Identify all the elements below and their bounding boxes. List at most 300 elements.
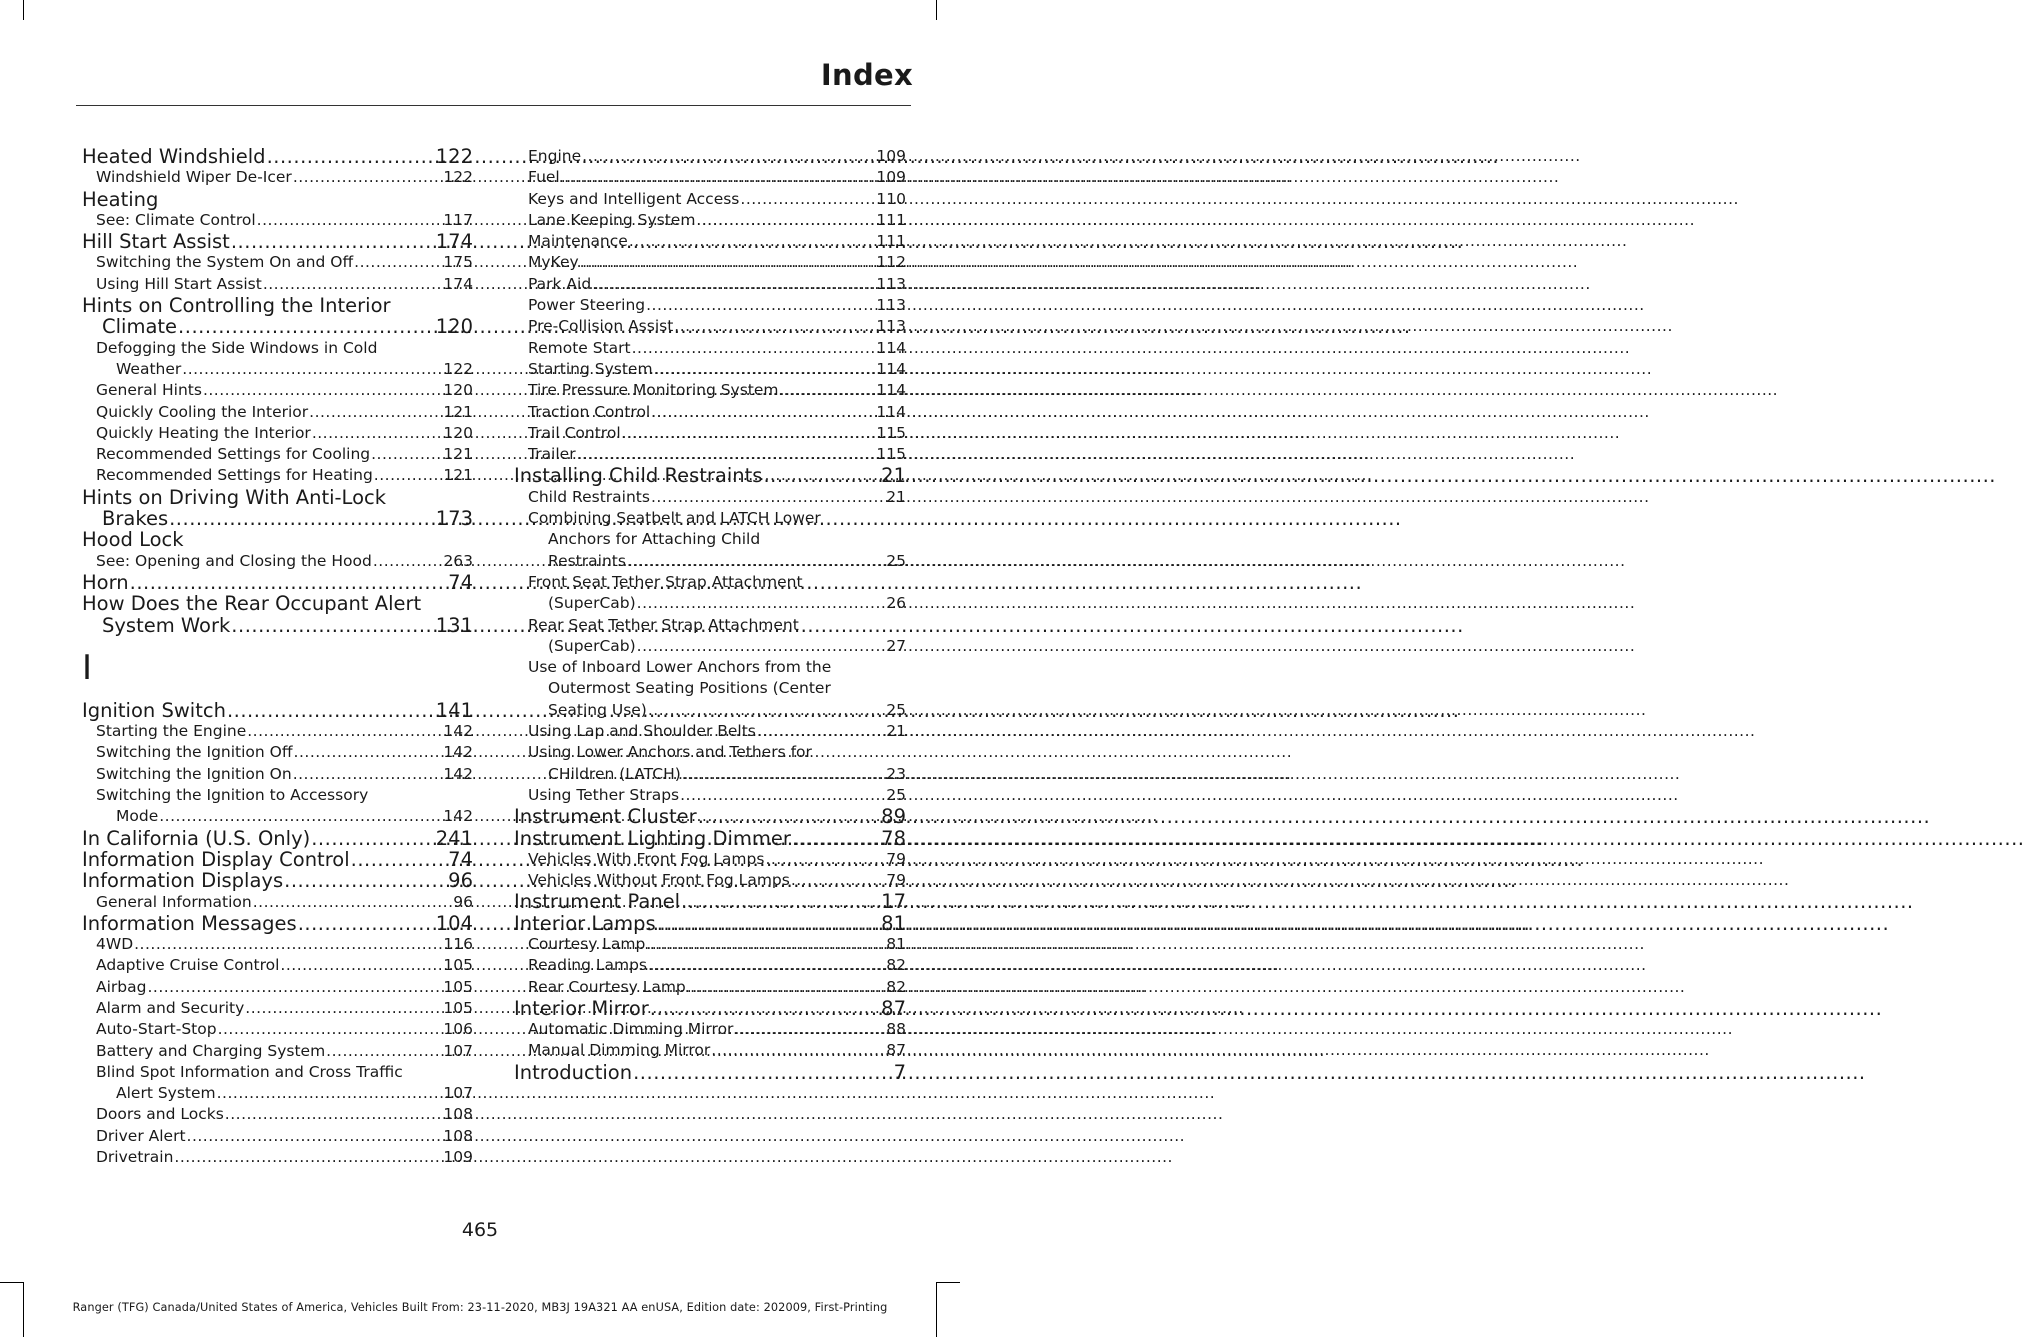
- index-letter-heading: I: [82, 647, 93, 688]
- entry-label: MyKey: [528, 253, 579, 272]
- entry-label: Switching the Ignition On: [96, 764, 292, 783]
- index-subentry-text: Front Seat Tether Strap Attachment: [528, 572, 803, 591]
- page-reference: 21: [886, 722, 906, 741]
- entry-label: Airbag: [96, 977, 147, 996]
- entry-label: Lane Keeping System: [528, 210, 696, 229]
- entry-label: Driver Alert: [96, 1126, 186, 1145]
- page-reference: 131: [435, 613, 473, 637]
- index-subentry-text: Use of Inboard Lower Anchors from the: [528, 658, 832, 677]
- index-subentry: [82, 806, 473, 827]
- index-subentry: [514, 870, 906, 891]
- dot-leader: [646, 295, 875, 316]
- dot-leader: [637, 636, 886, 657]
- dot-leader: [312, 423, 443, 444]
- entry-label: Installing Child Restraints: [514, 464, 763, 488]
- page-reference: 96: [448, 869, 473, 893]
- page-reference: 175: [443, 253, 473, 272]
- entry-label: Adaptive Cruise Control: [96, 956, 280, 975]
- page-reference: 78: [881, 826, 906, 850]
- index-entry: [514, 828, 906, 849]
- page-reference: 115: [876, 445, 906, 464]
- index-heading: Hints on Controlling the Interior: [82, 294, 391, 318]
- page-reference: 114: [876, 338, 906, 357]
- entry-label: Keys and Intelligent Access: [528, 189, 740, 208]
- entry-label: Using Lap and Shoulder Belts: [528, 722, 756, 741]
- index-subentry: [82, 1019, 473, 1040]
- dot-leader: [309, 402, 442, 423]
- page-reference: 105: [443, 998, 473, 1017]
- dot-leader: [711, 1040, 885, 1061]
- index-subentry: [82, 210, 473, 231]
- index-subentry: [82, 1126, 473, 1147]
- entry-label: Information Displays: [82, 869, 284, 893]
- entry-label: 4WD: [96, 935, 134, 954]
- dot-leader: [680, 785, 885, 806]
- index-heading: Hints on Driving With Anti-Lock: [82, 485, 387, 509]
- entry-label: Recommended Settings for Cooling: [96, 445, 371, 464]
- index-subentry: [514, 252, 906, 273]
- index-subentry-text: Switching the Ignition to Accessory: [96, 786, 369, 805]
- page-reference: 122: [435, 145, 473, 168]
- index-subentry: [514, 231, 906, 252]
- dot-leader: [293, 764, 443, 785]
- page-reference: 23: [886, 764, 906, 783]
- dot-leader: [627, 551, 885, 572]
- index-subentry: [514, 721, 906, 742]
- dot-leader: [298, 913, 435, 934]
- dot-leader: [650, 998, 880, 1019]
- dot-leader: [791, 870, 885, 891]
- page-reference: 17: [881, 890, 906, 914]
- entry-label: Power Steering: [528, 296, 646, 315]
- dot-leader: [648, 955, 885, 976]
- dot-leader: [740, 189, 875, 210]
- index-subentry-text: Rear Seat Tether Strap Attachment: [528, 615, 799, 634]
- index-subentry: [82, 274, 473, 295]
- dot-leader: [780, 380, 876, 401]
- page-reference: 110: [876, 189, 906, 208]
- entry-label: Hill Start Assist: [82, 230, 230, 254]
- dot-leader: [169, 508, 435, 529]
- index-entry: [82, 849, 473, 870]
- entry-label: Tire Pressure Monitoring System: [528, 381, 779, 400]
- index-entry: [514, 891, 906, 912]
- crop-mark-top-left: [23, 0, 24, 20]
- page-reference: 27: [886, 636, 906, 655]
- dot-leader: [763, 465, 880, 486]
- dot-leader: [765, 849, 885, 870]
- index-subentry: [82, 998, 473, 1019]
- dot-leader: [311, 828, 435, 849]
- dot-leader: [267, 146, 435, 167]
- dot-leader: [792, 828, 880, 849]
- dot-leader: [373, 551, 443, 572]
- page-reference: 104: [435, 911, 473, 935]
- entry-label: Vehicles Without Front Fog Lamps: [528, 871, 790, 890]
- dot-leader: [130, 572, 448, 593]
- page-reference: 263: [443, 551, 473, 570]
- page-reference: 173: [435, 507, 473, 531]
- entry-label: Child Restraints: [528, 487, 650, 506]
- index-subentry: [514, 1019, 906, 1040]
- entry-label: Battery and Charging System: [96, 1041, 326, 1060]
- dot-leader: [374, 465, 443, 486]
- dot-leader: [245, 998, 442, 1019]
- dot-leader: [326, 1041, 442, 1062]
- page-reference: 113: [876, 317, 906, 336]
- dot-leader: [280, 955, 442, 976]
- index-entry: [82, 316, 473, 337]
- index-subentry-text: Outermost Seating Positions (Center: [548, 679, 831, 698]
- entry-label: Fuel: [528, 168, 560, 187]
- page-reference: 108: [443, 1126, 473, 1145]
- page-reference: 113: [876, 274, 906, 293]
- dot-leader: [178, 316, 435, 337]
- page-reference: 121: [443, 402, 473, 421]
- dot-leader: [182, 359, 442, 380]
- page-reference: 109: [876, 147, 906, 165]
- page-reference: 117: [443, 210, 473, 229]
- dot-leader: [351, 849, 448, 870]
- index-subentry: [514, 955, 906, 976]
- page-reference: 25: [886, 551, 906, 570]
- index-entry: [82, 913, 473, 934]
- index-subentry: [514, 423, 906, 444]
- dot-leader: [354, 252, 442, 273]
- index-subentry: [82, 551, 473, 572]
- page-reference: 7: [893, 1060, 906, 1084]
- page-reference: 25: [886, 700, 906, 719]
- index-subentry: [514, 487, 906, 508]
- dot-leader: [203, 380, 442, 401]
- page-reference: 111: [876, 210, 906, 229]
- dot-leader: [632, 338, 876, 359]
- index-subentry: [514, 934, 906, 955]
- index-entry: [82, 231, 473, 252]
- entry-label: Instrument Lighting Dimmer: [514, 826, 791, 850]
- index-subentry: [514, 593, 906, 614]
- page-reference: 21: [881, 464, 906, 488]
- dot-leader: [648, 700, 885, 721]
- page-reference: 174: [443, 274, 473, 293]
- page-reference: 142: [443, 743, 473, 762]
- page-reference: 114: [876, 359, 906, 378]
- dot-leader: [757, 721, 885, 742]
- dot-leader: [696, 210, 875, 231]
- dot-leader: [646, 934, 885, 955]
- index-subentry-text: Anchors for Attaching Child: [548, 530, 761, 549]
- page-reference: 142: [443, 807, 473, 826]
- dot-leader: [698, 806, 880, 827]
- index-subentry: [82, 764, 473, 785]
- index-entry: [82, 870, 473, 891]
- entry-label: Starting the Engine: [96, 722, 247, 741]
- index-entry: [82, 146, 473, 167]
- page-reference: 114: [876, 381, 906, 400]
- page-reference: 87: [886, 1041, 906, 1060]
- index-subentry: [82, 742, 473, 763]
- index-subentry-text: Using Lower Anchors and Tethers for: [528, 743, 812, 762]
- index-entry: [514, 465, 906, 486]
- dot-leader: [174, 1147, 442, 1168]
- index-subentry: [514, 316, 906, 337]
- entry-label: System Work: [102, 613, 231, 637]
- page-reference: 121: [443, 466, 473, 485]
- index-entry: [82, 615, 473, 636]
- dot-leader: [561, 167, 876, 188]
- page-reference: 142: [443, 764, 473, 783]
- index-heading: Heating: [82, 187, 159, 211]
- index-subentry: [514, 167, 906, 188]
- entry-label: Alert System: [116, 1084, 216, 1103]
- dot-leader: [580, 252, 876, 273]
- index-subentry: [514, 146, 906, 167]
- entry-label: See: Climate Control: [96, 210, 256, 229]
- entry-label: Climate: [102, 315, 178, 339]
- entry-label: Park Aid: [528, 274, 592, 293]
- dot-leader: [582, 146, 875, 167]
- page-reference: 174: [435, 230, 473, 254]
- page-reference: 122: [443, 168, 473, 187]
- dot-leader: [687, 977, 885, 998]
- index-subentry: [82, 252, 473, 273]
- index-subentry: [82, 444, 473, 465]
- page-reference: 142: [443, 722, 473, 741]
- entry-label: Windshield Wiper De-Icer: [96, 168, 292, 187]
- dot-leader: [629, 231, 876, 252]
- dot-leader: [577, 444, 876, 465]
- page-reference: 112: [876, 253, 906, 272]
- entry-label: Switching the Ignition Off: [96, 743, 293, 762]
- entry-label: In California (U.S. Only): [82, 826, 311, 850]
- page-reference: 82: [886, 977, 906, 996]
- entry-label: Engine: [528, 147, 582, 165]
- dot-leader: [134, 934, 442, 955]
- crop-mark-bottom-right-h: [936, 1282, 960, 1283]
- entry-label: Automatic Dimming Mirror: [528, 1020, 734, 1039]
- entry-label: Vehicles With Front Fog Lamps: [528, 849, 765, 868]
- index-subentry: [82, 1041, 473, 1062]
- page-reference: 111: [876, 232, 906, 251]
- entry-label: Using Tether Straps: [528, 785, 680, 804]
- index-subentry-text: Blind Spot Information and Cross Traffic: [96, 1062, 403, 1081]
- page-number: 465: [461, 1219, 499, 1241]
- index-subentry: [514, 764, 906, 785]
- index-subentry: [514, 1040, 906, 1061]
- page-reference: 107: [443, 1084, 473, 1103]
- page-reference: 25: [886, 785, 906, 804]
- entry-label: Using Hill Start Assist: [96, 274, 262, 293]
- index-subentry: [514, 849, 906, 870]
- dot-leader: [622, 423, 876, 444]
- index-entry: [82, 572, 473, 593]
- dot-leader: [284, 870, 447, 891]
- page-reference: 108: [443, 1105, 473, 1124]
- index-subentry: [514, 402, 906, 423]
- page-reference: 79: [886, 871, 906, 890]
- index-subentry: [82, 359, 473, 380]
- page-reference: 89: [881, 805, 906, 829]
- index-subentry: [82, 892, 473, 913]
- page-reference: 74: [448, 570, 473, 594]
- entry-label: Alarm and Security: [96, 998, 245, 1017]
- index-subentry: [82, 934, 473, 955]
- dot-leader: [225, 1104, 443, 1125]
- entry-label: Auto-Start-Stop: [96, 1020, 217, 1039]
- footer-edition-info: Ranger (TFG) Canada/United States of America, Vehicles Built From: 23-11-2020, MB3J 19A321 AA enUSA, Edition date: 202009, First-Printing: [72, 1301, 888, 1314]
- page-reference: 21: [886, 487, 906, 506]
- crop-mark-bottom-left-h: [0, 1282, 24, 1283]
- entry-label: Instrument Cluster: [514, 805, 697, 829]
- entry-label: Weather: [116, 359, 182, 378]
- dot-leader: [218, 1019, 443, 1040]
- index-column-left: [82, 146, 473, 1168]
- index-heading: How Does the Rear Occupant Alert: [82, 592, 422, 616]
- dot-leader: [253, 892, 453, 913]
- entry-label: Introduction: [514, 1060, 633, 1084]
- entry-label: Seating Use): [548, 700, 647, 719]
- entry-label: Reading Lamps: [528, 956, 647, 975]
- page-reference: 120: [443, 381, 473, 400]
- entry-label: Pre-Collision Assist: [528, 317, 674, 336]
- entry-label: Interior Mirror: [514, 996, 649, 1020]
- dot-leader: [734, 1019, 885, 1040]
- dot-leader: [657, 913, 880, 934]
- page-reference: 106: [443, 1020, 473, 1039]
- page-reference: 116: [443, 935, 473, 954]
- page-reference: 105: [443, 956, 473, 975]
- dot-leader: [217, 1083, 443, 1104]
- dot-leader: [651, 487, 885, 508]
- page-reference: 114: [876, 402, 906, 421]
- dot-leader: [682, 764, 885, 785]
- dot-leader: [231, 231, 435, 252]
- index-subentry: [514, 295, 906, 316]
- index-subentry: [514, 444, 906, 465]
- entry-label: Brakes: [102, 507, 169, 531]
- entry-label: Trailer: [528, 445, 576, 464]
- index-subentry: [514, 977, 906, 998]
- index-heading: Hood Lock: [82, 528, 184, 552]
- index-subentry: [82, 1104, 473, 1125]
- index-subentry: [514, 189, 906, 210]
- page-reference: 88: [886, 1020, 906, 1039]
- page-reference: 81: [881, 911, 906, 935]
- index-entry: [514, 1062, 906, 1083]
- entry-label: (SuperCab): [548, 594, 636, 613]
- dot-leader: [633, 1062, 892, 1083]
- page-reference: 141: [435, 698, 473, 722]
- index-subentry: [514, 700, 906, 721]
- entry-label: (SuperCab): [548, 636, 636, 655]
- dot-leader: [371, 444, 442, 465]
- index-subentry-text: Combining Seatbelt and LATCH Lower: [528, 509, 821, 528]
- index-subentry: [514, 338, 906, 359]
- entry-label: Restraints: [548, 551, 626, 570]
- index-subentry: [514, 210, 906, 231]
- dot-leader: [293, 167, 443, 188]
- entry-label: Information Display Control: [82, 847, 350, 871]
- index-entry: [82, 700, 473, 721]
- dot-leader: [294, 742, 443, 763]
- index-subentry: [82, 167, 473, 188]
- page-reference: 121: [443, 445, 473, 464]
- dot-leader: [681, 891, 880, 912]
- entry-label: Information Messages: [82, 911, 297, 935]
- index-subentry: [514, 380, 906, 401]
- index-subentry: [82, 955, 473, 976]
- page-reference: 26: [886, 594, 906, 613]
- entry-label: Traction Control: [528, 402, 651, 421]
- page-reference: 105: [443, 977, 473, 996]
- entry-label: Interior Lamps: [514, 911, 656, 935]
- dot-leader: [227, 700, 435, 721]
- entry-label: Recommended Settings for Heating: [96, 466, 373, 485]
- dot-leader: [592, 274, 875, 295]
- dot-leader: [231, 615, 434, 636]
- dot-leader: [247, 721, 442, 742]
- index-subentry: [514, 551, 906, 572]
- index-subentry-text: Defogging the Side Windows in Cold: [96, 338, 378, 357]
- dot-leader: [147, 977, 442, 998]
- index-subentry: [82, 977, 473, 998]
- page-reference: 109: [443, 1148, 473, 1167]
- page-reference: 241: [435, 826, 473, 850]
- entry-label: Maintenance: [528, 232, 628, 251]
- entry-label: See: Opening and Closing the Hood: [96, 551, 372, 570]
- index-subentry: [82, 721, 473, 742]
- index-subentry: [82, 402, 473, 423]
- entry-label: Quickly Heating the Interior: [96, 423, 311, 442]
- index-entry: [514, 998, 906, 1019]
- entry-label: Trail Control: [528, 423, 621, 442]
- entry-label: Rear Courtesy Lamp: [528, 977, 686, 996]
- index-subentry: [514, 785, 906, 806]
- entry-label: Drivetrain: [96, 1148, 174, 1167]
- entry-label: Starting System: [528, 359, 653, 378]
- index-subentry: [514, 274, 906, 295]
- entry-label: Courtesy Lamp: [528, 934, 646, 953]
- index-entry: [82, 828, 473, 849]
- page-reference: 120: [443, 423, 473, 442]
- entry-label: General Information: [96, 892, 252, 911]
- index-subentry: [82, 465, 473, 486]
- dot-leader: [637, 593, 886, 614]
- dot-leader: [654, 359, 876, 380]
- index-subentry: [82, 380, 473, 401]
- page-reference: 82: [886, 956, 906, 975]
- entry-label: Manual Dimming Mirror: [528, 1041, 711, 1060]
- index-subentry: [514, 636, 906, 657]
- page-reference: 120: [435, 315, 473, 339]
- index-subentry: [82, 423, 473, 444]
- entry-label: Heated Windshield: [82, 145, 266, 168]
- dot-leader: [187, 1126, 443, 1147]
- entry-label: Ignition Switch: [82, 698, 226, 722]
- index-entry: [514, 913, 906, 934]
- dot-leader: [674, 316, 875, 337]
- page-reference: 74: [448, 847, 473, 871]
- entry-label: Remote Start: [528, 338, 631, 357]
- page-reference: 79: [886, 849, 906, 868]
- entry-label: Mode: [116, 807, 159, 826]
- index-column-right: [514, 146, 906, 1083]
- page-reference: 96: [453, 892, 473, 911]
- page-reference: 107: [443, 1041, 473, 1060]
- entry-label: General Hints: [96, 381, 202, 400]
- crop-mark-top-right: [936, 0, 937, 20]
- page-reference: 122: [443, 359, 473, 378]
